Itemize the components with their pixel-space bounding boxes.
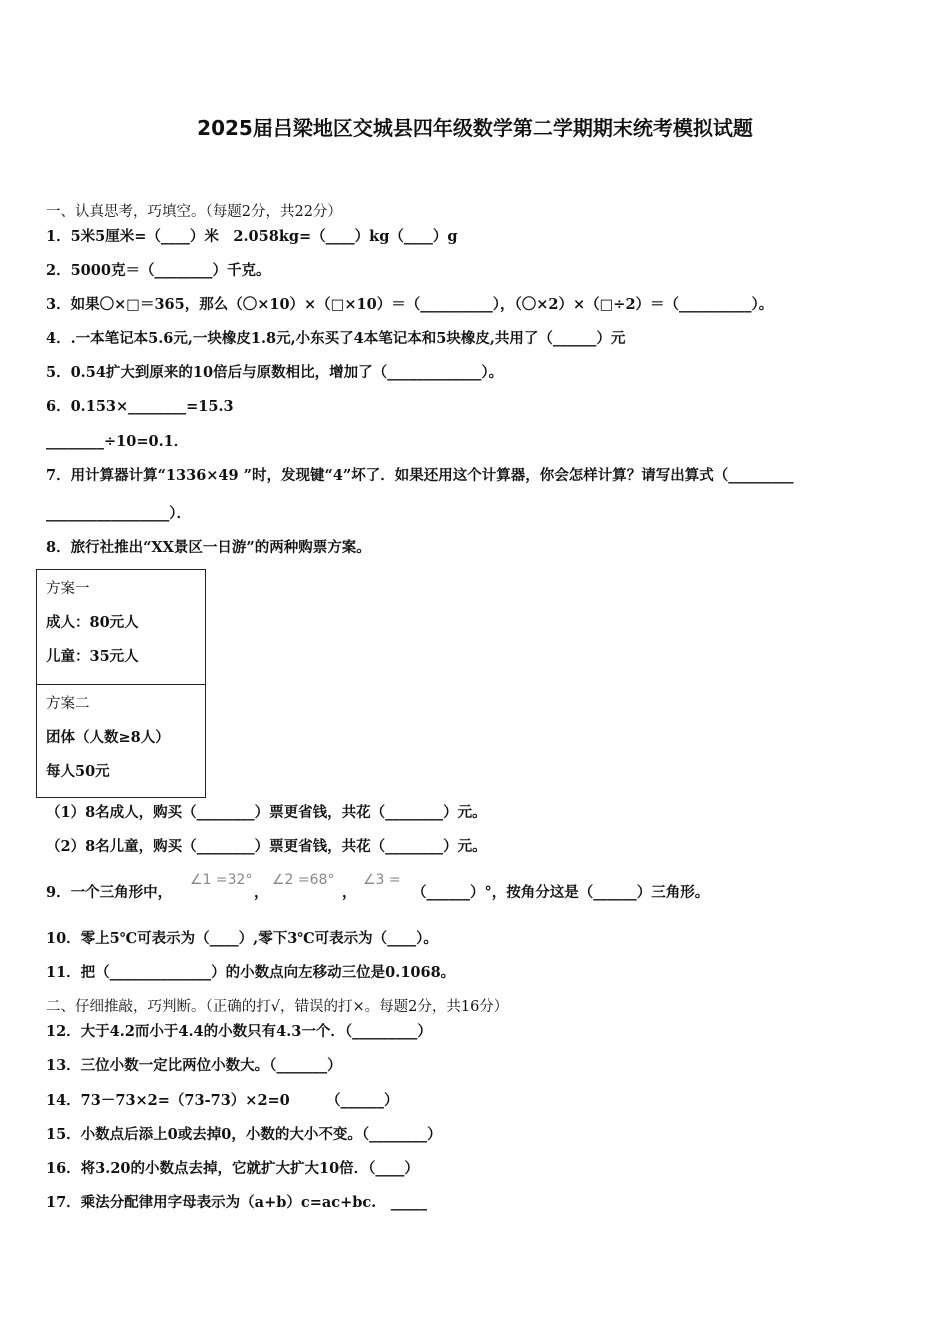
question-3: 3．如果〇×□＝365，那么（〇×10）×（□×10）＝（__________），（〇×2）×（□÷2）＝（__________）。: [46, 296, 774, 313]
plan2-group-rule: 团体（人数≥8人）: [46, 729, 170, 746]
plan2-title: 方案二: [46, 696, 90, 712]
section2-heading: 二、仔细推敲，巧判断。（正确的打√，错误的打×。每题2分，共16分）: [46, 999, 509, 1015]
question-8-part1: （1）8名成人，购买（________）票更省钱，共花（________）元。: [46, 804, 487, 821]
question-13: 13．三位小数一定比两位小数大。（_______）: [46, 1057, 342, 1074]
question-8: 8．旅行社推出“XX景区一日游”的两种购票方案。: [46, 539, 371, 556]
question-6-line1: 6．0.153×________=15.3: [46, 398, 234, 415]
plan1-child-price: 儿童：35元人: [46, 648, 139, 665]
question-11: 11．把（______________）的小数点向左移动三位是0.1068。: [46, 964, 456, 981]
question-9-angle3: ∠3 =: [363, 872, 401, 888]
question-14: 14．73－73×2=（73-73）×2=0 （______）: [46, 1092, 399, 1109]
question-5: 5．0.54扩大到原来的10倍后与原数相比，增加了（_____________）。: [46, 364, 504, 381]
plan2-price: 每人50元: [46, 763, 110, 780]
question-9-suffix: （______）°，按角分这是（______）三角形。: [412, 884, 710, 901]
question-9-sep2: ，: [342, 884, 357, 901]
question-9-angle2: ∠2 =68°: [272, 872, 335, 888]
question-7-line2: _________________）．: [46, 505, 191, 522]
question-9-prefix: 9．一个三角形中，: [46, 884, 173, 901]
question-8-part2: （2）8名儿童，购买（________）票更省钱，共花（________）元。: [46, 838, 487, 855]
plan1-title: 方案一: [46, 581, 90, 597]
question-16: 16．将3.20的小数点去掉，它就扩大扩大10倍．（____）: [46, 1160, 419, 1177]
table-divider: [37, 684, 205, 685]
question-9-angle1: ∠1 =32°: [190, 872, 253, 888]
question-17: 17．乘法分配律用字母表示为（a+b）c=ac+bc. _____: [46, 1194, 427, 1211]
question-2: 2．5000克＝（________）千克。: [46, 262, 271, 279]
plan1-adult-price: 成人：80元人: [46, 614, 139, 631]
question-15: 15．小数点后添上0或去掉0，小数的大小不变。（________）: [46, 1126, 442, 1143]
question-1: 1．5米5厘米=（____）米 2.058kg=（____）kg（____）g: [46, 228, 458, 245]
question-4: 4．.一本笔记本5.6元,一块橡皮1.8元,小东买了4本笔记本和5块橡皮,共用了（______）元: [46, 330, 626, 347]
question-12: 12．大于4.2而小于4.4的小数只有4.3一个．（_________）: [46, 1023, 432, 1040]
question-10: 10．零上5℃可表示为（____）,零下3℃可表示为（____）。: [46, 930, 438, 947]
page-title: 2025届吕梁地区交城县四年级数学第二学期期末统考模拟试题: [197, 116, 753, 140]
section1-heading: 一、认真思考，巧填空。（每题2分，共22分）: [46, 204, 342, 220]
question-6-line2: ________÷10=0.1．: [46, 433, 189, 450]
ticket-plan-table: [36, 569, 206, 798]
question-9-sep1: ，: [254, 884, 269, 901]
question-7-line1: 7．用计算器计算“1336×49 ”时，发现键“4”坏了．如果还用这个计算器，你会怎样计算？请写出算式（_________: [46, 467, 794, 484]
